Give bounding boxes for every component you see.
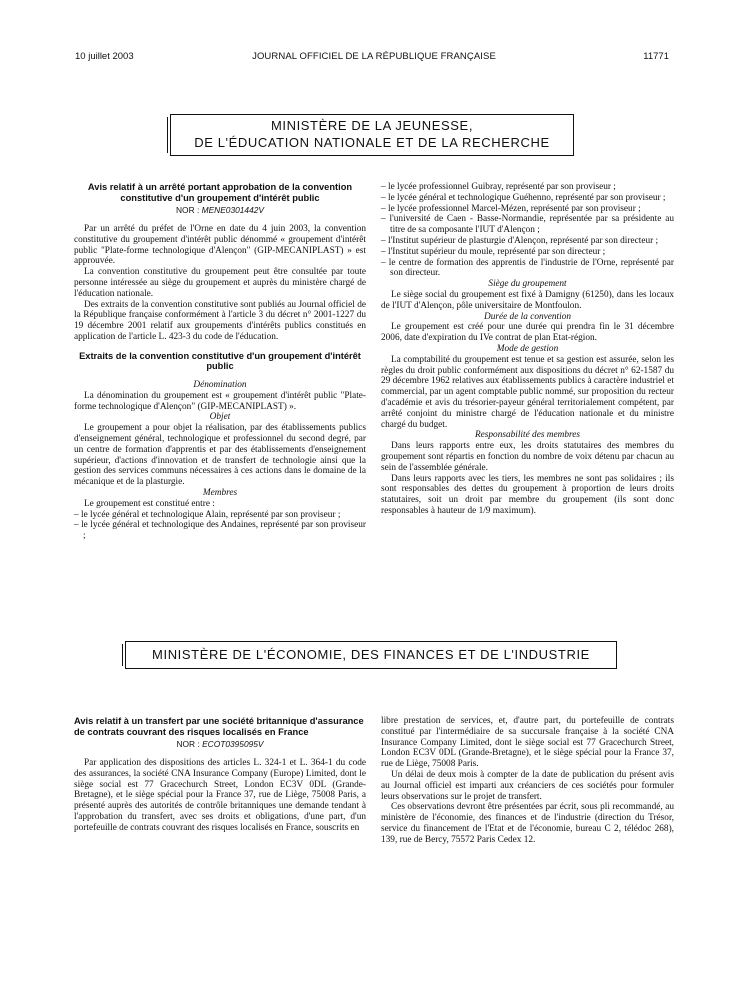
- column-left-education: [74, 182, 366, 542]
- list-item: – le lycée professionnel Marcel-Mézen, représenté par son proviseur ;: [381, 204, 674, 215]
- subheading-membres: Membres: [202, 487, 238, 498]
- avis-title: Avis relatif à un arrêté portant approbation de la convention constitutive d'un groupement d'intérêt public: [87, 182, 353, 203]
- nor-label: NOR :: [176, 739, 200, 750]
- list-item: – le lycée général et technologique Alain, représenté par son proviseur ;: [74, 510, 366, 521]
- member-list-continued: [381, 182, 674, 279]
- subheading-siege: Siège du groupement: [488, 279, 567, 290]
- header-title: JOURNAL OFFICIEL DE LA RÉPUBLIQUE FRANÇAISE: [252, 51, 496, 62]
- column-right-economy: [381, 716, 674, 846]
- body-paragraph: Le siège social du groupement est fixé à Damigny (61250), dans les locaux de l'IUT d'Alençon, pôle universitaire de Montfoulon.: [381, 289, 674, 311]
- list-item: – le lycée professionnel Guibray, représenté par son proviseur ;: [381, 182, 674, 193]
- list-item: – l'Institut supérieur du moule, représenté par son directeur ;: [381, 247, 674, 258]
- body-paragraph: Le groupement est créé pour une durée qui prendra fin le 31 décembre 2006, date d'expiration du IVe contrat de plan Etat-région.: [381, 322, 674, 344]
- column-left-economy: [74, 716, 366, 834]
- list-item: – l'université de Caen - Basse-Normandie, représentée par sa présidente au titre de sa composante l'IUT d'Alençon ;: [381, 214, 674, 236]
- header-page-number: 11771: [643, 51, 669, 62]
- list-item: – l'Institut supérieur de plasturgie d'Alençon, représenté par son directeur ;: [381, 236, 674, 247]
- subheading-responsabilite: Responsabilité des membres: [474, 430, 580, 441]
- subheading-denomination: Dénomination: [193, 379, 247, 390]
- body-paragraph: Dans leurs rapports entre eux, les droits statutaires des membres du groupement sont répartis en fonction du nombre de voix détenu par chacun au sein de l'assemblée générale.: [381, 441, 674, 473]
- list-item: – le lycée général et technologique Guéhenno, représenté par son proviseur ;: [381, 193, 674, 204]
- extraits-title: Extraits de la convention constitutive d'un groupement d'intérêt public: [79, 350, 361, 372]
- ministry-box-rule: [167, 117, 168, 153]
- member-list: [74, 510, 366, 542]
- header-date: 10 juillet 2003: [75, 51, 134, 62]
- body-paragraph: Des extraits de la convention constitutive sont publiés au Journal officiel de la République française conformément à l'article 3 du décret n° 2001-1227 du 19 décembre 2001 relatif aux groupements d'intérêts publics constitués en application de l'article L. 423-3 du code de l'éducation.: [74, 299, 366, 342]
- body-paragraph: La comptabilité du groupement est tenue et sa gestion est assurée, selon les règles du droit public conformément aux dispositions du décret n° 62-1587 du 29 décembre 1962 relatives aux établissements publics à caractère industriel et commercial, par un agent comptable public nommé, sur proposition du recteur d'académie et avis du trésorier-payeur général territorialement compétent, par arrêté conjoint du ministre chargé de l'éducation nationale et du ministre chargé du budget.: [381, 354, 674, 430]
- body-paragraph: Le groupement est constitué entre :: [84, 498, 215, 509]
- column-right-education: [381, 182, 674, 517]
- nor-label: NOR :: [176, 205, 200, 216]
- body-paragraph: Le groupement a pour objet la réalisation, par des établissements publics d'enseignement général, technologique et professionnel du second degré, par un centre de formation d'apprentis et par des établissements d'enseignement supérieur, d'actions d'innovation et de transfert de technologie ainsi que la gestion des services communs nécessaires à ces actions dans le domaine de la mécanique et de la plasturgie.: [74, 423, 366, 488]
- body-paragraph: Par un arrêté du préfet de l'Orne en date du 4 juin 2003, la convention constitutive du groupement d'intérêt public dénommé « groupement d'intérêt public "Plate-forme technologique d'Alençon" (GIP-MECANIPLAST) » est approuvée.: [74, 223, 366, 267]
- list-item: – le lycée général et technologique des Andaines, représenté par son proviseur ;: [74, 520, 366, 542]
- nor-reference: [74, 739, 366, 750]
- body-paragraph: Par application des dispositions des articles L. 324-1 et L. 364-1 du code des assurances, la société CNA Insurance Company (Europe) Limited, dont le siège social est 77 Gracechurch Street, London EC3V 0DL (Grande-Bretagne), et le siège spécial pour la France 37, rue de Liège, 75008 Paris, a présenté auprès des autorités de contrôle britanniques une demande tendant à l'approbation du transfert, avec ses droits et obligations, d'une part, d'un portefeuille de contrats couvrant des risques localisés en France, souscrits en: [74, 757, 366, 833]
- body-paragraph: Dans leurs rapports avec les tiers, les membres ne sont pas solidaires ; ils sont responsables des dettes du groupement à proportion de leurs droits statutaires, soit un droit par membre du groupement (ils sont donc responsables à hauteur de 1/9 maximum).: [381, 473, 674, 516]
- subheading-objet: Objet: [209, 412, 231, 423]
- body-paragraph: La convention constitutive du groupement peut être consultée par toute personne intéressée au siège du groupement et auprès du ministère chargé de l'éducation nationale.: [74, 267, 366, 299]
- ministry-name-line1: MINISTÈRE DE LA JEUNESSE,: [270, 118, 474, 133]
- ministry-name-line2: DE L'ÉDUCATION NATIONALE ET DE LA RECHERCHE: [194, 135, 550, 150]
- avis-title: Avis relatif à un transfert par une société britannique d'assurance de contrats couvrant des risques localisés en France: [74, 716, 364, 737]
- ministry-box-education: [170, 114, 574, 156]
- subheading-duree: Durée de la convention: [484, 311, 571, 322]
- body-paragraph: libre prestation de services, et, d'autre part, du portefeuille de contrats constitué par l'intermédiaire de sa succursale française à la société CNA Insurance Company Limited, dont le siège social est 77 Gracechurch Street, London EC3V 0DL (Grande-Bretagne), et le siège spécial pour la France 37, rue de Liège, 75008 Paris.: [381, 716, 674, 770]
- body-paragraph: La dénomination du groupement est « groupement d'intérêt public "Plate-forme technologique d'Alençon" (GIP-MECANIPLAST) ».: [74, 390, 366, 412]
- body-paragraph: Ces observations devront être présentées par écrit, sous pli recommandé, au ministère de l'économie, des finances et de l'industrie (direction du Trésor, service du financement de l'Etat et de l'économie, bureau C 2, télédoc 268), 139, rue de Bercy, 75572 Paris Cedex 12.: [381, 802, 674, 845]
- nor-code: ECOT0395095V: [202, 739, 264, 750]
- ministry-box-economy: [125, 641, 617, 669]
- subheading-gestion: Mode de gestion: [496, 343, 559, 354]
- ministry-name: MINISTÈRE DE L'ÉCONOMIE, DES FINANCES ET DE L'INDUSTRIE: [152, 647, 590, 662]
- nor-code: MENE0301442V: [201, 205, 264, 216]
- ministry-box-rule: [122, 644, 123, 666]
- body-paragraph: Un délai de deux mois à compter de la date de publication du présent avis au Journal officiel est imparti aux créanciers de ces sociétés pour formuler leurs observations sur le projet de transfert.: [381, 769, 674, 802]
- nor-reference: [74, 205, 366, 216]
- list-item: – le centre de formation des apprentis de l'industrie de l'Orne, représenté par son directeur.: [381, 258, 674, 280]
